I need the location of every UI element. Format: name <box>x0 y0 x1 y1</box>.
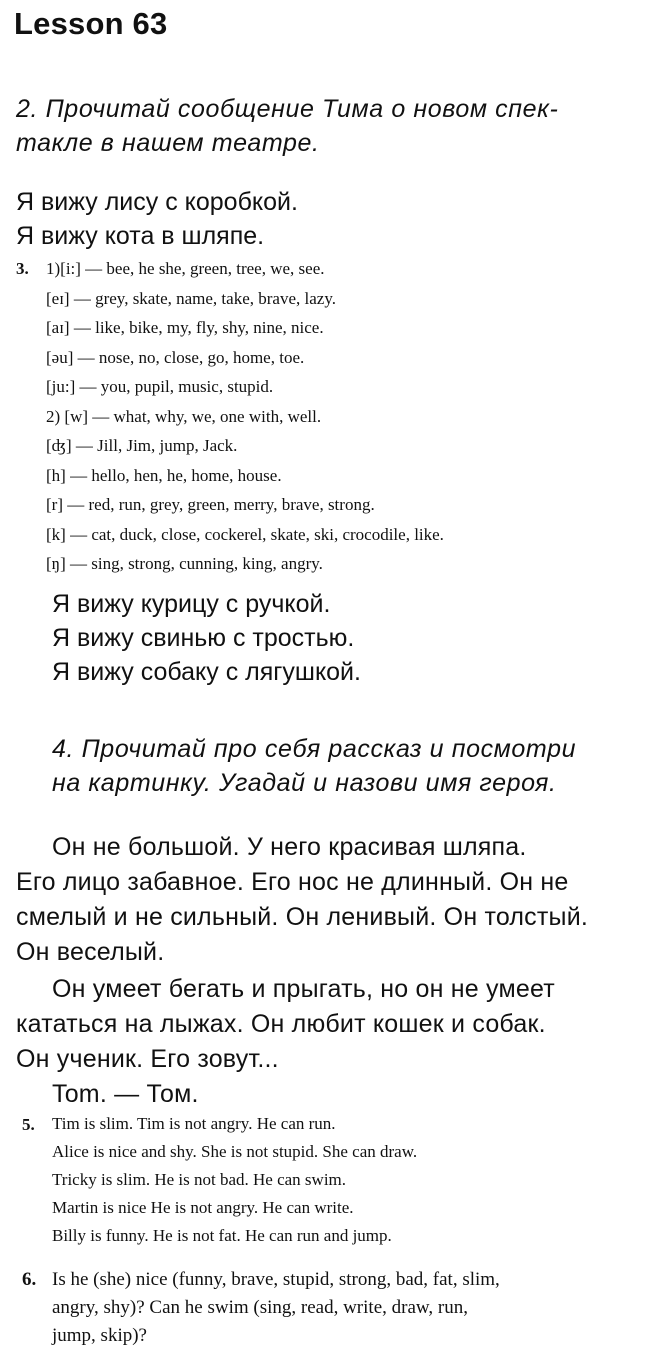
sentence-line: Я вижу курицу с ручкой. <box>52 590 331 618</box>
task-5-sentences <box>52 1110 417 1250</box>
sentence-line: Я вижу лису с коробкой. <box>16 188 298 216</box>
story-line: смелый и не сильный. Он ленивый. Он толстый. <box>16 903 589 931</box>
phonetic-line: 1)[i:] — bee, he she, green, tree, we, see. <box>46 259 325 278</box>
instruction-line: 2. Прочитай сообщение Тима о новом спек- <box>16 95 559 123</box>
task-6-number: 6. <box>22 1269 37 1290</box>
task-3-number: 3. <box>16 259 29 278</box>
instruction-line: 4. Прочитай про себя рассказ и посмотри <box>52 735 577 763</box>
story-line: Он умеет бегать и прыгать, но он не умеет <box>52 975 555 1003</box>
task-4-instruction <box>52 732 576 800</box>
story-paragraph-2 <box>16 972 555 1077</box>
sentence-line: Tim is slim. Tim is not angry. He can run. <box>52 1114 336 1133</box>
phonetic-line: [əu] — nose, no, close, go, home, toe. <box>46 347 305 367</box>
question-line: angry, shy)? Can he swim (sing, read, write, draw, run, <box>52 1297 468 1318</box>
phonetic-line: [ŋ] — sing, strong, cunning, king, angry. <box>46 554 323 573</box>
story-line: Он ученик. Его зовут... <box>16 1045 279 1073</box>
phonetic-line: [k] — cat, duck, close, cockerel, skate, ski, crocodile, like. <box>46 524 444 544</box>
task-5-number: 5. <box>22 1115 35 1134</box>
sentence-line: Я вижу кота в шляпе. <box>16 222 265 250</box>
question-line: jump, skip)? <box>52 1325 147 1346</box>
question-line: Is he (she) nice (funny, brave, stupid, strong, bad, fat, slim, <box>52 1269 500 1290</box>
sentence-line: Tricky is slim. He is not bad. He can swim. <box>52 1170 347 1189</box>
phonetic-line: [r] — red, run, grey, green, merry, brave, strong. <box>46 495 375 514</box>
page-title: Lesson 63 <box>14 6 168 41</box>
task-6-questions <box>52 1266 500 1350</box>
sentence-line: Martin is nice He is not angry. He can write. <box>52 1198 354 1217</box>
phonetic-line: [ju:] — you, pupil, music, stupid. <box>46 377 274 396</box>
phonetic-line: 2) [w] — what, why, we, one with, well. <box>46 406 322 426</box>
instruction-line: такле в нашем театре. <box>16 129 320 157</box>
sentences-mid <box>52 587 361 689</box>
story-line: кататься на лыжах. Он любит кошек и собак. <box>16 1010 546 1038</box>
task-3-phonetics <box>46 254 444 579</box>
instruction-line: на картинку. Угадай и назови имя героя. <box>52 769 557 797</box>
phonetic-line: [eɪ] — grey, skate, name, take, brave, lazy. <box>46 288 336 308</box>
story-line: Его лицо забавное. Его нос не длинный. Он не <box>16 868 569 896</box>
phonetic-line: [aɪ] — like, bike, my, fly, shy, nine, nice. <box>46 318 324 337</box>
story-paragraph-1 <box>16 830 588 970</box>
story-line: Он не большой. У него красивая шляпа. <box>52 833 527 861</box>
story-line: Он веселый. <box>16 938 165 966</box>
sentences-top <box>16 185 298 253</box>
sentence-line: Я вижу свинью с тростью. <box>52 624 355 652</box>
phonetic-line: [ʤ] — Jill, Jim, jump, Jack. <box>46 436 238 455</box>
sentence-line: Я вижу собаку с лягушкой. <box>52 658 361 686</box>
phonetic-line: [h] — hello, hen, he, home, house. <box>46 465 282 485</box>
task-2-instruction <box>16 92 558 160</box>
sentence-line: Alice is nice and shy. She is not stupid. She can draw. <box>52 1142 418 1161</box>
sentence-line: Billy is funny. He is not fat. He can run and jump. <box>52 1226 392 1245</box>
story-answer: Tom. — Том. <box>52 1080 199 1108</box>
